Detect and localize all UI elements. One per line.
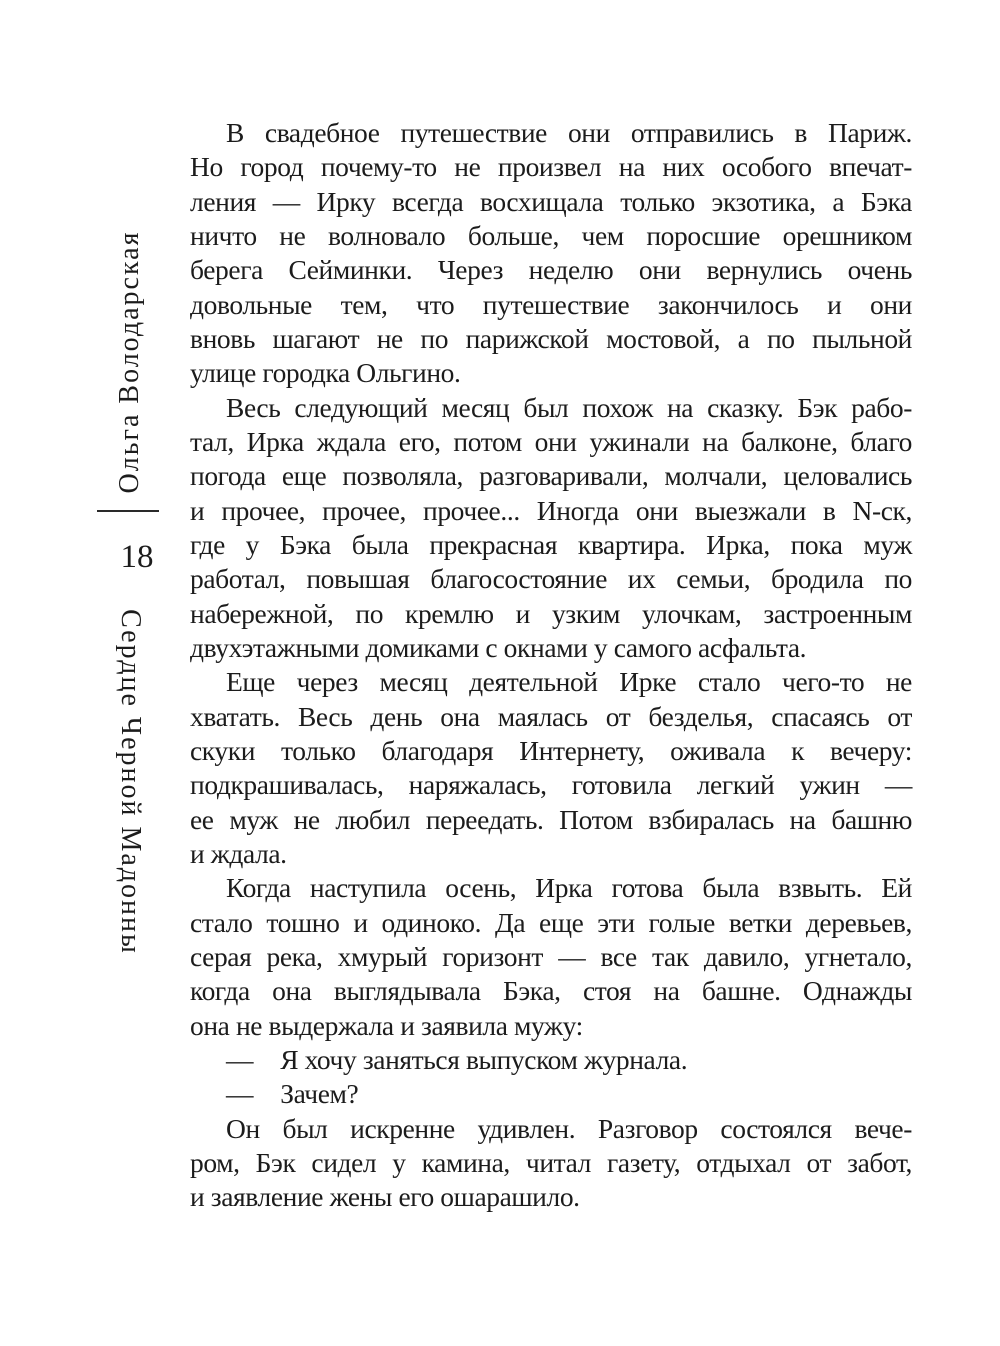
sidebar-divider	[97, 510, 159, 512]
text-line: ничто не волновало больше, чем поросшие орешником	[190, 219, 912, 251]
text-line: улице городка Ольгино.	[190, 357, 461, 389]
text-line: тал, Ирка ждала его, потом они ужинали на балконе, благо	[190, 425, 912, 457]
text-line: стало тошно и одиноко. Да еще эти голые ветки деревьев,	[190, 906, 912, 938]
text-line: Но город почему-то не произвел на них особого впечат-	[190, 151, 912, 183]
text-line: она не выдержала и заявила мужу:	[190, 1009, 583, 1041]
text-line: и заявление жены его ошарашило.	[190, 1181, 580, 1213]
text-line: хватать. Весь день она маялась от безделья, спасаясь от	[190, 700, 912, 732]
text-line: — Я хочу заняться выпуском журнала.	[226, 1043, 688, 1075]
text-line: Он был искренне удивлен. Разговор состоялся вече-	[226, 1112, 912, 1144]
text-line: берега Сейминки. Через неделю они вернулись очень	[190, 254, 912, 286]
text-line: скуки только благодаря Интернету, оживала к вечеру:	[190, 734, 912, 766]
running-book-title: Сердце Черной Мадонны	[115, 609, 146, 955]
text-line: — Зачем?	[226, 1078, 359, 1110]
text-line: погода еще позволяла, разговаривали, молчали, целовались	[190, 460, 912, 492]
text-line: когда она выглядывала Бэка, стоя на башне. Однажды	[190, 975, 912, 1007]
text-line: и ждала.	[190, 837, 287, 869]
text-line: и прочее, прочее, прочее... Иногда они выезжали в N-ск,	[190, 494, 912, 526]
text-line: Когда наступила осень, Ирка готова была взвыть. Ей	[226, 872, 912, 904]
text-line: вновь шагают не по парижской мостовой, а по пыльной	[190, 322, 912, 354]
text-line: Еще через месяц деятельной Ирке стало чего-то не	[226, 666, 912, 698]
body-text	[190, 116, 912, 1215]
text-line: серая река, хмурый горизонт — все так давило, угнетало,	[190, 940, 912, 972]
text-line: ром, Бэк сидел у камина, читал газету, отдыхал от забот,	[190, 1146, 912, 1178]
page-number: 18	[120, 539, 154, 575]
text-line: В свадебное путешествие они отправились в Париж.	[226, 117, 912, 148]
text-line: где у Бэка была прекрасная квартира. Ирка, пока муж	[190, 528, 912, 560]
running-author: Ольга Володарская	[114, 230, 145, 494]
text-line: ления — Ирку всегда восхищала только экзотика, а Бэка	[190, 185, 912, 217]
text-line: двухэтажными домиками с окнами у самого асфальта.	[190, 631, 807, 663]
text-line: набережной, по кремлю и узким улочкам, застроенным	[190, 597, 912, 629]
text-line: довольные тем, что путешествие закончилось и они	[190, 288, 912, 320]
text-line: ее муж не любил переедать. Потом взбиралась на башню	[190, 803, 912, 835]
text-line: Весь следующий месяц был похож на сказку. Бэк рабо-	[226, 391, 912, 423]
text-line: подкрашивалась, наряжалась, готовила легкий ужин —	[190, 769, 912, 801]
text-line: работал, повышая благосостояние их семьи, бродила по	[190, 563, 912, 595]
